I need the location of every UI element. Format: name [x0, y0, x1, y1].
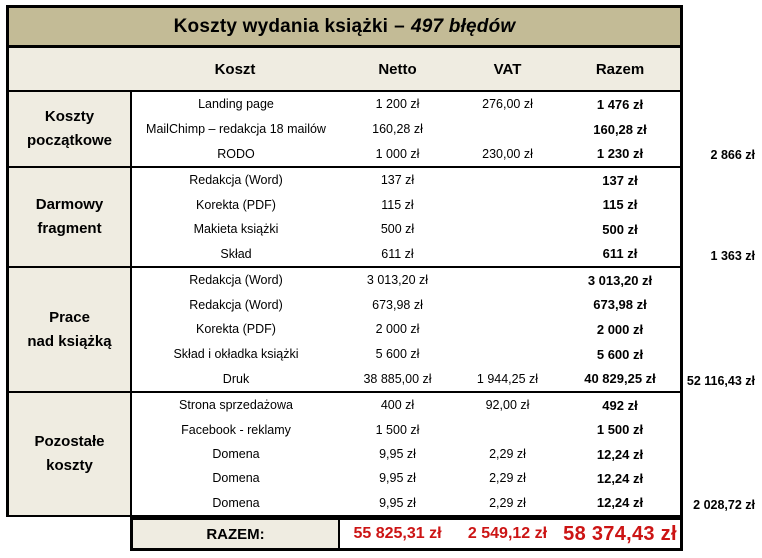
group-subtotal: 2 028,72 zł [693, 498, 755, 512]
group-label [6, 168, 130, 268]
table-row [132, 293, 680, 318]
cell-vat: 1 944,25 zł [476, 371, 539, 386]
table-row [132, 217, 680, 242]
group-subtotal: 52 116,43 zł [686, 374, 755, 388]
group-section [132, 393, 680, 517]
table-title-main: Koszty wydania książki [173, 15, 389, 37]
cell-koszt: MailChimp – redakcja 18 mailów [146, 122, 326, 136]
group-label-line: Prace [49, 308, 90, 326]
cell-koszt: Redakcja (Word) [189, 297, 283, 312]
cell-netto: 500 zł [380, 222, 415, 237]
cell-koszt: Druk [222, 371, 250, 386]
cell-razem: 115 zł [602, 197, 638, 213]
table-row [132, 168, 680, 193]
table-row [132, 92, 680, 117]
cell-razem: 673,98 zł [593, 297, 647, 313]
group-label-line: Koszty [44, 108, 95, 125]
cell-netto: 3 013,20 zł [366, 273, 429, 288]
cell-koszt: Landing page [198, 97, 274, 112]
cell-razem: 160,28 zł [593, 121, 647, 137]
cell-razem: 12,24 zł [596, 446, 644, 462]
cell-netto: 1 000 zł [375, 146, 420, 161]
group-section [132, 168, 680, 268]
cell-koszt: Redakcja (Word) [189, 173, 283, 188]
cell-netto: 9,95 zł [379, 495, 416, 510]
table-row [132, 366, 680, 391]
cell-koszt: Strona sprzedażowa [179, 398, 293, 413]
cell-koszt: Redakcja (Word) [189, 273, 283, 288]
table-row [132, 466, 680, 490]
cell-koszt: Domena [212, 471, 260, 486]
group-label-line: początkowe [26, 132, 113, 149]
table-row [132, 268, 680, 293]
column-header-netto: Netto [378, 60, 417, 78]
cell-netto: 9,95 zł [379, 447, 416, 462]
cell-koszt: Korekta (PDF) [196, 197, 276, 212]
table-row [132, 442, 680, 466]
table-row [132, 193, 680, 218]
table-row [132, 417, 680, 441]
cell-razem: 492 zł [602, 397, 638, 413]
table-row [132, 317, 680, 342]
cell-netto: 400 zł [380, 398, 415, 413]
cell-razem: 1 476 zł [596, 96, 644, 112]
cell-netto: 115 zł [381, 197, 414, 212]
cell-vat: 2,29 zł [489, 495, 526, 510]
cell-razem: 12,24 zł [596, 495, 644, 511]
group-section [132, 268, 680, 393]
cell-koszt: Facebook - reklamy [181, 422, 291, 437]
table-row [132, 117, 680, 142]
total-row [130, 517, 683, 551]
cell-vat: 2,29 zł [489, 471, 526, 486]
table-title-highlight: 497 błędów [410, 15, 516, 37]
cell-razem: 1 230 zł [596, 146, 644, 162]
table-row [132, 393, 680, 417]
cell-razem: 12,24 zł [596, 470, 644, 486]
cell-vat: 276,00 zł [482, 97, 533, 112]
group-label-line: koszty [46, 457, 93, 474]
table-row [132, 491, 680, 515]
group-subtotal: 2 866 zł [710, 148, 755, 162]
column-header-razem: Razem [595, 60, 645, 78]
cell-koszt: Domena [212, 495, 260, 510]
group-subtotal: 1 363 zł [710, 249, 755, 263]
table-row [132, 342, 680, 367]
cell-netto: 1 200 zł [375, 97, 420, 112]
column-header-vat: VAT [493, 60, 522, 78]
cell-razem: 500 zł [602, 221, 638, 237]
cell-vat: 230,00 zł [482, 146, 533, 161]
total-vat-value: 2 549,12 zł [467, 525, 548, 542]
cell-razem: 3 013,20 zł [587, 272, 653, 288]
cell-netto: 9,95 zł [379, 471, 416, 486]
group-label-line: fragment [37, 220, 102, 237]
cell-netto: 2 000 zł [375, 322, 420, 337]
group-label [6, 268, 130, 393]
cell-razem: 5 600 zł [596, 346, 644, 362]
group-label [6, 393, 130, 517]
data-area [130, 92, 683, 517]
group-label-line: Darmowy [35, 196, 104, 213]
column-header-row [6, 48, 683, 92]
cell-razem: 137 zł [602, 172, 638, 188]
cell-netto: 673,98 zł [372, 297, 423, 312]
group-label [6, 92, 130, 168]
cell-vat: 2,29 zł [489, 447, 526, 462]
cell-netto: 1 500 zł [375, 422, 420, 437]
table-title-dash: – [394, 15, 405, 37]
cell-razem: 611 zł [602, 246, 638, 262]
table-row [132, 141, 680, 166]
group-label-line: Pozostałe [34, 433, 105, 450]
cell-vat: 92,00 zł [485, 398, 530, 413]
total-razem-value: 58 374,43 zł [563, 522, 677, 545]
cell-netto: 5 600 zł [375, 347, 420, 362]
cell-razem: 1 500 zł [596, 422, 644, 438]
total-netto-value: 55 825,31 zł [353, 525, 442, 542]
column-header-koszt: Koszt [214, 60, 256, 78]
cell-netto: 38 885,00 zł [363, 371, 432, 386]
cell-netto: 611 zł [381, 246, 414, 261]
cell-razem: 40 829,25 zł [584, 371, 656, 387]
cell-razem: 2 000 zł [596, 321, 644, 337]
table-row [132, 242, 680, 267]
cell-koszt: Makieta książki [193, 222, 279, 237]
group-label-line: nad książką [27, 332, 112, 350]
cell-koszt: RODO [217, 146, 255, 161]
cell-netto: 137 zł [380, 173, 415, 188]
group-labels-column [6, 92, 130, 517]
cell-koszt: Skład i okładka książki [173, 347, 299, 362]
table-title-bar [6, 5, 683, 48]
cell-netto: 160,28 zł [372, 122, 423, 136]
cell-koszt: Domena [212, 447, 260, 462]
cell-koszt: Korekta (PDF) [196, 322, 276, 337]
total-row-label: RAZEM: [133, 520, 340, 548]
group-section [132, 92, 680, 168]
cell-koszt: Skład [220, 246, 252, 261]
